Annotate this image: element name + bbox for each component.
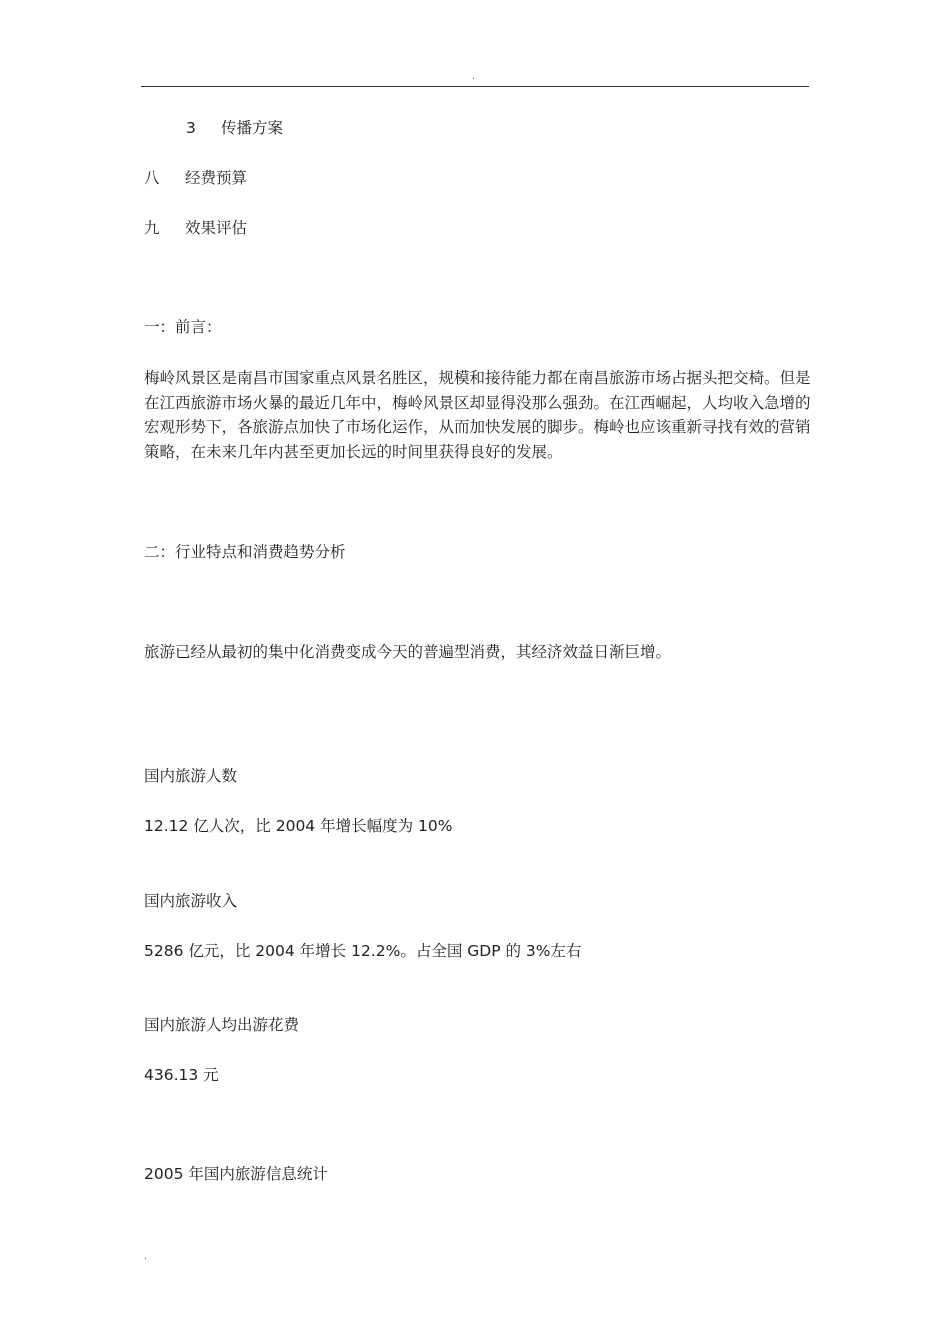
toc-label: 效果评估 <box>185 219 248 237</box>
stat-label: 国内旅游人均出游花费 <box>144 1016 300 1034</box>
footer-mark: . <box>144 1252 147 1262</box>
toc-number: 九 <box>144 219 160 237</box>
toc-item-9 <box>144 216 247 240</box>
toc-item-8 <box>144 166 247 190</box>
stat-value: 12.12 亿人次，比 2004 年增长幅度为 10% <box>144 817 453 835</box>
toc-number: 3 <box>186 119 196 137</box>
toc-number: 八 <box>144 169 160 187</box>
stat-label: 国内旅游收入 <box>144 892 238 910</box>
toc-label: 经费预算 <box>185 169 248 187</box>
header-mark: . <box>472 72 475 82</box>
header-rule <box>141 86 809 87</box>
stat-label: 国内旅游人数 <box>144 767 238 785</box>
analysis-body: 旅游已经从最初的集中化消费变成今天的普遍型消费，其经济效益日渐巨增。 <box>144 643 672 661</box>
toc-item-3 <box>186 116 283 140</box>
stat-value: 436.13 元 <box>144 1066 219 1084</box>
toc-label: 传播方案 <box>221 119 284 137</box>
stats-caption: 2005 年国内旅游信息统计 <box>144 1165 328 1183</box>
stat-value: 5286 亿元，比 2004 年增长 12.2%。占全国 GDP 的 3%左右 <box>144 942 582 960</box>
preface-body: 梅岭风景区是南昌市国家重点风景名胜区，规模和接待能力都在南昌旅游市场占据头把交椅。但是在江西旅游市场火暴的最近几年中，梅岭风景区却显得没那么强劲。在江西崛起，人均收入急增的宏观形势下，各旅游点加快了市场化运作，从而加快发展的脚步。梅岭也应该重新寻找有效的营销策略，在未来几年内甚至更加长远的时间里获得良好的发展。 <box>144 369 811 461</box>
analysis-heading: 二：行业特点和消费趋势分析 <box>144 543 346 561</box>
preface-heading: 一：前言： <box>144 318 222 336</box>
